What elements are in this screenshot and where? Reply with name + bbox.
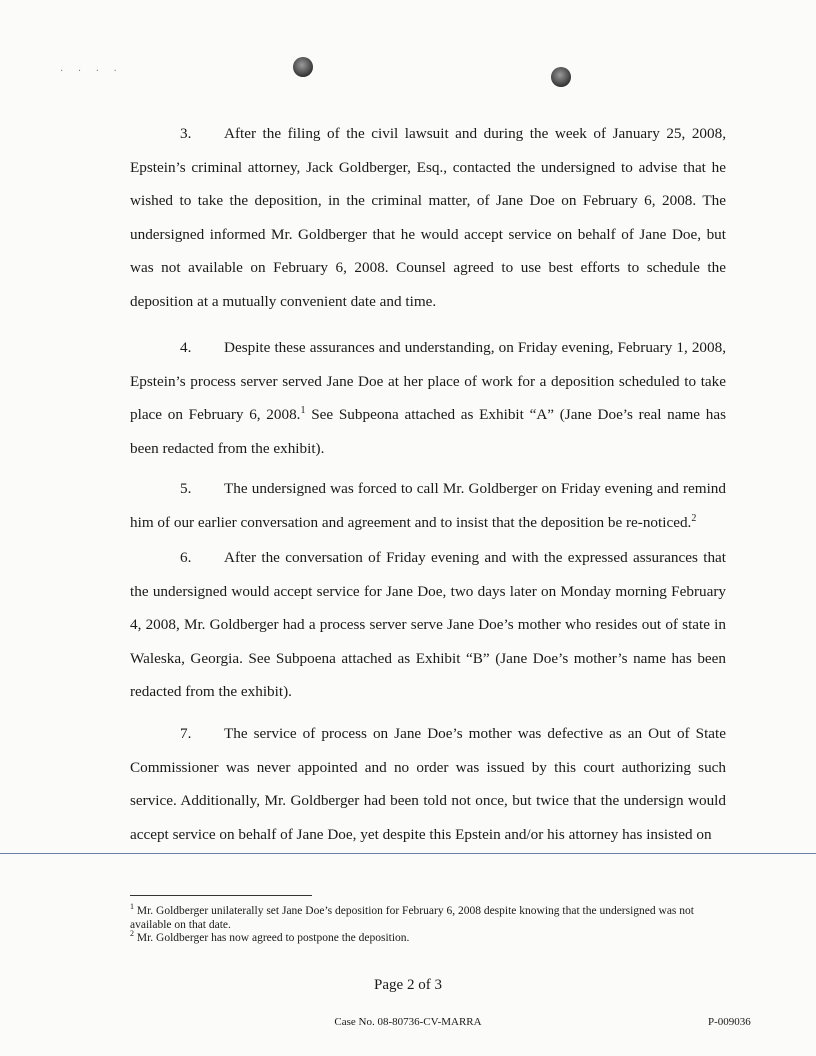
- paragraph-5: 5. The undersigned was forced to call Mr. Goldberger on Friday evening and remind him of our earlier conversation and agreement and to insist that the deposition be re-noticed.$^2$: [130, 480, 726, 531]
- paragraph-3: 3. After the filing of the civil lawsuit and during the week of January 25, 2008, Epstein’s criminal attorney, Jack Goldberger, Esq., contacted the undersigned to advise that he wished to take the deposition, in the criminal matter, of Jane Doe on February 6, 2008. The undersigned informed Mr. Goldberger that he would accept service on behalf of Jane Doe, but was not available on February 6, 2008. Counsel agreed to use best efforts to schedule the deposition at a mutually convenient date and time.: [130, 125, 726, 310]
- footnote-ref-2: 2: [691, 512, 697, 524]
- paragraph-6: 6. After the conversation of Friday evening and with the expressed assurances that the undersigned would accept service for Jane Doe, two days later on Monday morning February 4, 2008, Mr. Goldberger had a process server serve Jane Doe’s mother who resides out of state in Waleska, Georgia. See Subpoena attached as Exhibit “B” (Jane Doe’s mother’s name has been redacted from the exhibit).: [130, 549, 726, 701]
- bates-number: P-009036: [708, 1016, 751, 1028]
- punch-hole-left: [293, 57, 313, 77]
- page-break-line: [0, 853, 816, 854]
- paragraph-4: 4. Despite these assurances and understanding, on Friday evening, February 1, 2008, Epstein’s process server served Jane Doe at her place of work for a deposition scheduled to take place on February 6, 2008.$^1$ See Subpeona attached as Exhibit “A” (Jane Doe’s real name has been redacted from the exhibit).: [130, 339, 726, 457]
- paragraph-7: 7. The service of process on Jane Doe’s mother was defective as an Out of State Commissioner was never appointed and no order was issued by this court authorizing such service. Additionally, Mr. Goldberger had been told not once, but twice that the undersign would accept service on behalf of Jane Doe, yet despite this Epstein and/or his attorney has insisted on: [130, 725, 726, 843]
- page-number: Page 2 of 3: [374, 977, 442, 993]
- scan-specks: · · · ·: [60, 66, 123, 77]
- footnote-2: $^2$ Mr. Goldberger has now agreed to postpone the deposition.: [130, 929, 410, 944]
- footnote-1: $^1$ Mr. Goldberger unilaterally set Jane Doe’s deposition for February 6, 2008 despite knowing that the undersigned was not available on that date.: [130, 902, 694, 931]
- footnotes: [130, 902, 726, 946]
- case-number: Case No. 08-80736-CV-MARRA: [334, 1016, 482, 1028]
- punch-hole-right: [551, 67, 571, 87]
- footnote-ref-1: 1: [300, 405, 306, 417]
- footnote-separator: [130, 895, 312, 896]
